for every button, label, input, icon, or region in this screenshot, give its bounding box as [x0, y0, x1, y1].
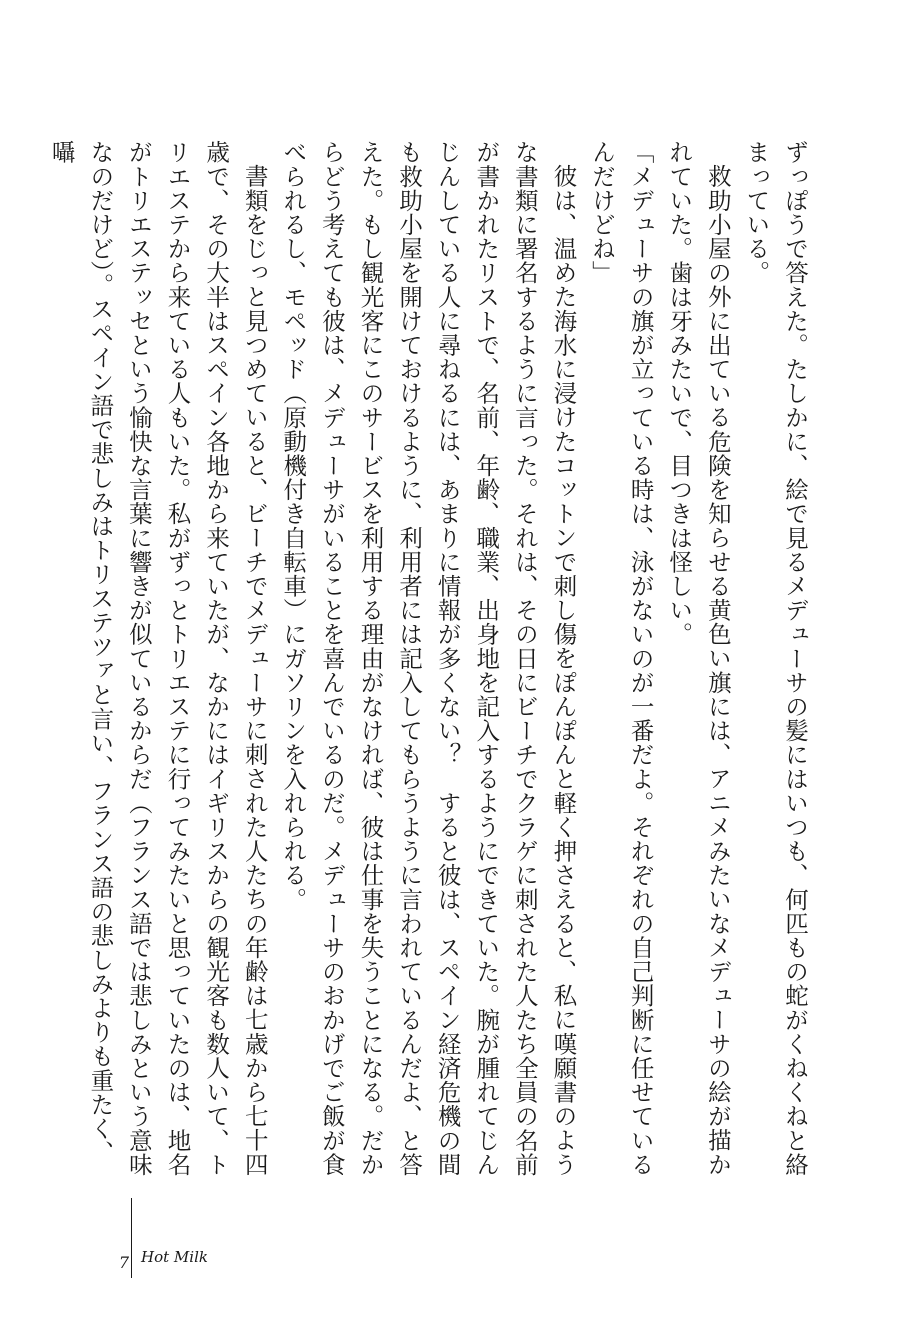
paragraph-3: 「メデューサの旗が立っている時は、泳がないのが一番だよ。それぞれの自己判断に任せているんだけどね」: [588, 140, 655, 1177]
footer-rule: [131, 1198, 132, 1278]
running-title: Hot Milk: [141, 1248, 208, 1266]
paragraph-4: 彼は、温めた海水に浸けたコットンで刺し傷をぽんぽんと軽く押さえると、私に嘆願書のような書類に署名するように言った。それは、その日にビーチでクラゲに刺された人たち全員の名前が書かれたリストで、名前、年齢、職業、出身地を記入するようにできていた。腕が腫れてじんじんしている人に尋ねるには、あまりに情報が多くない？ すると彼は、スペイン経済危機の間も救助小屋を開けておけるように、利用者には記入してもらうように言われているんだよ、と答えた。もし観光客にこのサービスを利用する理由がなければ、彼は仕事を失うことになる。だからどう考えても彼は、メデューサがいることを喜んでいるのだ。メデューサのおかげでご飯が食べられるし、モペッド（原動機付き自転車）にガソリンを入れられる。: [279, 140, 578, 1177]
paragraph-2: 救助小屋の外に出ている危険を知らせる黄色い旗には、アニメみたいなメデューサの絵が描かれていた。歯は牙みたいで、目つきは怪しい。: [665, 140, 732, 1176]
page-number: 7: [118, 1253, 129, 1272]
paragraph-1: ずっぽうで答えた。たしかに、絵で見るメデューサの髪にはいつも、何匹もの蛇がくねくねと絡まっている。: [742, 140, 809, 1177]
paragraph-5: 書類をじっと見つめていると、ビーチでメデューサに刺された人たちの年齢は七歳から七十四歳で、その大半はスペイン各地から来ていたが、なかにはイギリスからの観光客も数人いて、トリエステから来ている人もいた。私がずっとトリエステに行ってみたいと思っていたのは、地名がトリエステッセという愉快な言葉に響きが似ているからだ（フランス語では悲しみという意味なのだけど）。スペイン語で悲しみはトリステツァと言い、フランス語の悲しみよりも重たく、囁: [47, 140, 269, 1177]
page-footer: [115, 1198, 235, 1278]
body-text: [47, 140, 814, 1180]
